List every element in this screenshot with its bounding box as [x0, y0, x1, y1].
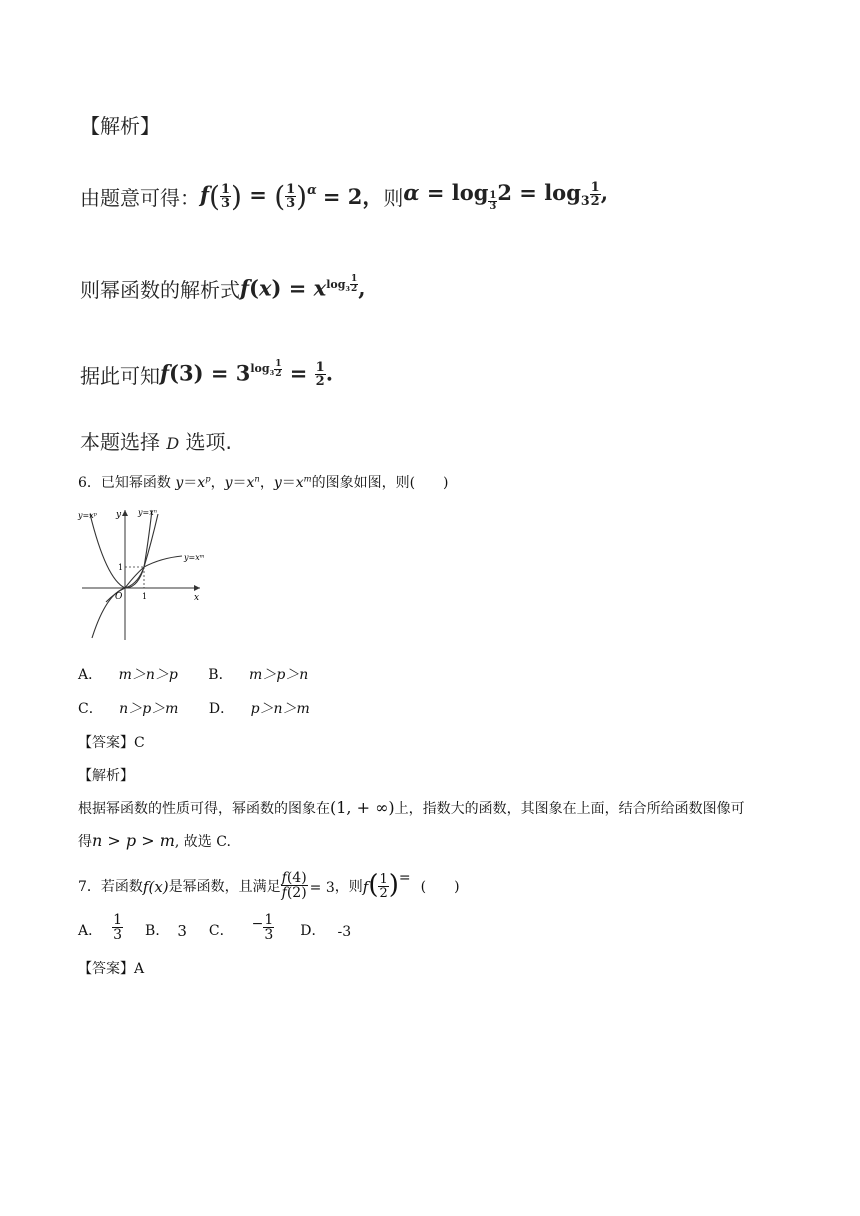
q7-func: f(x)	[142, 878, 169, 896]
q6-option-d-text: p＞n＞m	[250, 701, 310, 717]
axis-y-label: y	[116, 510, 122, 520]
q6-option-c-letter: C．	[78, 701, 103, 717]
q7-mid1: 是幂函数，且满足	[168, 879, 281, 895]
line4-pre: 本题选择	[80, 430, 160, 454]
q7-answer	[78, 958, 144, 978]
q7-prefix: 7．若函数	[78, 879, 143, 895]
q6-suffix: 的图象如图，则( )	[311, 475, 449, 491]
line4-letter: D	[166, 434, 180, 453]
q6-options-row1	[78, 664, 308, 684]
q6-analysis-math: n > p > m	[92, 831, 175, 850]
q7-option-d-letter: D．	[300, 923, 326, 939]
q7-options: A． $\frac{1}{3}$ B． 3 C． − $\frac{1}{3}$ D． -3	[78, 912, 352, 943]
q6-analysis-line2	[78, 831, 231, 851]
q7-mid2: ，则	[334, 879, 363, 895]
label-n: y=xⁿ	[138, 508, 157, 517]
q6-option-a-letter: A．	[78, 667, 103, 683]
q7-eq-rhs: = 3	[309, 880, 335, 896]
line3-prefix: 据此可知	[80, 363, 160, 388]
formula-f-third: f( $\frac{1}{3}$ ) = ( $\frac{1}{3}$ )$^\alpha$	[200, 179, 317, 213]
q6-option-c-text: n＞p＞m	[119, 701, 179, 717]
q6-options-row2	[78, 698, 310, 718]
q6-analysis-text-d: , 故选 C.	[174, 834, 231, 850]
q6-answer-value: C	[134, 735, 145, 751]
q6-figure	[76, 504, 206, 644]
line1-prefix: 由题意可得：	[80, 185, 200, 210]
q6-option-b-text: m＞p＞n	[249, 667, 309, 683]
q7-stem: 7．若函数 f(x) 是幂函数，且满足 $\frac{f(4)}{f(2)}$ = 3 ，则 f ( $\frac{1}{2}$ ) = ( )	[78, 870, 460, 901]
formula-f3: $f(3) = 3^{log_3 \frac{1}{2}}$ = $\frac{1}{2}$ .	[160, 358, 334, 390]
line2-prefix: 则幂函数的解析式	[80, 277, 240, 302]
analysis-line-4	[80, 426, 232, 455]
line1-then: 则	[383, 185, 404, 210]
q7-option-c-letter: C．	[208, 923, 234, 939]
q6-prefix: 6．已知幂函数	[78, 475, 171, 491]
line1-equals: = 2，	[322, 184, 384, 209]
q6-option-b-letter: B．	[208, 667, 233, 683]
q6-analysis-interval: (1, + ∞)	[330, 798, 395, 817]
q7-option-a-letter: A．	[78, 923, 103, 939]
q6-option-a-text: m＞n＞p	[118, 667, 178, 683]
q6-option-d-letter: D．	[208, 701, 235, 717]
q7-option-c-frac: $\frac{1}{3}$	[264, 912, 274, 943]
q7-option-a-frac: $\frac{1}{3}$	[113, 912, 123, 943]
q7-answer-label: 【答案】	[78, 961, 134, 977]
q6-analysis-heading: 【解析】	[78, 768, 134, 784]
tick-y-1: 1	[118, 563, 124, 572]
q6-analysis-text-a: 根据幂函数的性质可得，幂函数的图象在	[78, 801, 330, 817]
analysis-heading: 【解析】	[80, 114, 160, 138]
formula-fx: $f(x) = x^{log_3 \frac{1}{2}}$ ,	[240, 274, 366, 301]
q7-answer-value: A	[134, 961, 145, 977]
formula-alpha: α = log $_{\frac{1}{3}}$ $2 = \log_3$ $\frac{1}{2}$ ,	[403, 179, 608, 213]
q7-option-d-text: -3	[337, 924, 352, 940]
q6-analysis-line1	[78, 798, 745, 818]
q6-stem: 6．已知幂函数 $y=x^p$，$y=x^n$，$y=x^m$的图象如图，则( )	[78, 473, 449, 491]
analysis-line-1	[80, 176, 608, 216]
tick-x-1: 1	[142, 592, 148, 601]
label-m: y=xᵐ	[184, 553, 205, 562]
q6-analysis-text-c: 得	[78, 834, 92, 850]
curve-p	[90, 514, 158, 588]
q6-answer	[78, 732, 145, 752]
curve-n	[92, 510, 152, 638]
label-p: y=xᵖ	[78, 511, 97, 520]
q7-suffix: ( )	[420, 879, 460, 895]
line4-post: 选项.	[185, 430, 232, 454]
origin-label: O	[115, 592, 123, 602]
q7-option-b-letter: B．	[145, 923, 170, 939]
q7-option-b-text: 3	[177, 922, 187, 940]
analysis-line-2	[80, 268, 366, 308]
analysis-line-3	[80, 354, 333, 394]
q7-ratio: $\frac{f(4)}{f(2)}$	[281, 870, 307, 901]
q6-answer-label: 【答案】	[78, 735, 134, 751]
axis-x-label: x	[194, 593, 200, 603]
q6-analysis-text-b: 上，指数大的函数，其图象在上面，结合所给函数图像可	[394, 801, 745, 817]
